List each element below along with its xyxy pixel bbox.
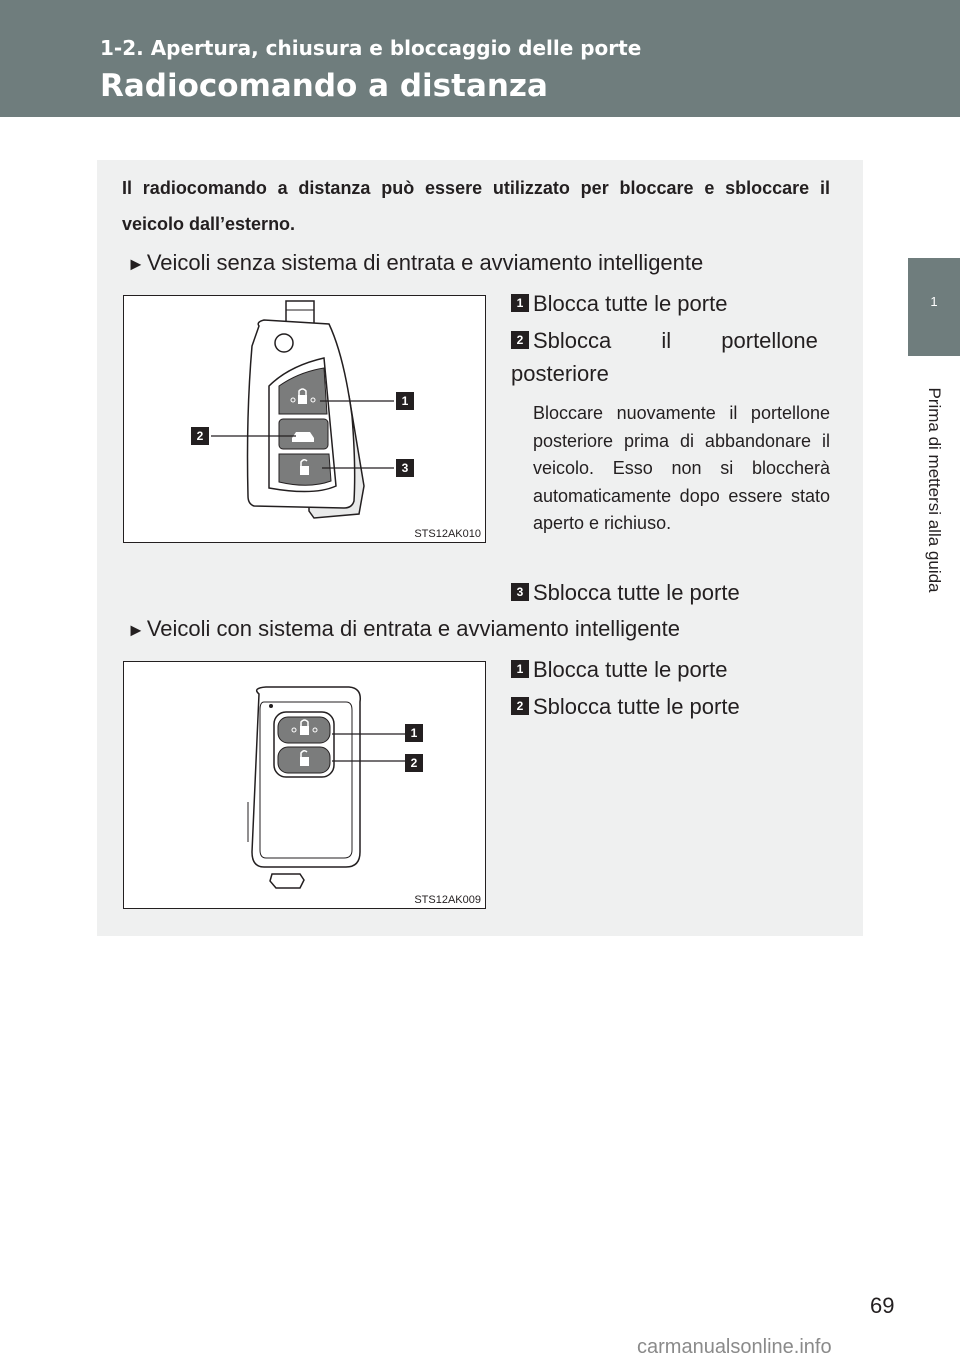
section2-heading bbox=[127, 616, 680, 642]
item-number: 2 bbox=[511, 331, 529, 349]
key-fob-figure-2 bbox=[123, 661, 486, 909]
list-item bbox=[511, 287, 831, 320]
callout-3: 3 bbox=[396, 459, 414, 477]
chapter-label: Prima di mettersi alla guida bbox=[925, 387, 944, 593]
chapter-tab[interactable] bbox=[908, 258, 960, 356]
item-text: Sblocca tutte le porte bbox=[533, 694, 740, 719]
item-number: 2 bbox=[511, 697, 529, 715]
item-number: 1 bbox=[511, 660, 529, 678]
page-number: 69 bbox=[870, 1293, 895, 1318]
section1-heading-text: Veicoli senza sistema di entrata e avviamento intelligente bbox=[146, 250, 704, 275]
smart-key-illustration bbox=[124, 662, 487, 910]
item-number: 3 bbox=[511, 583, 529, 601]
item-text: Sblocca tutte le porte bbox=[533, 580, 740, 605]
page-title: Radiocomando a distanza bbox=[100, 68, 548, 104]
figure-code: STS12AK009 bbox=[414, 894, 481, 906]
list-item bbox=[511, 324, 831, 390]
triangle-arrow-icon: ► bbox=[127, 620, 145, 640]
intro-text: Il radiocomando a distanza può essere utilizzato per bloccare e sbloccare il veicolo dall’esterno. bbox=[122, 178, 830, 234]
item-text: Blocca tutte le porte bbox=[533, 291, 728, 316]
item-number: 1 bbox=[511, 294, 529, 312]
section2-heading-text: Veicoli con sistema di entrata e avviamento intelligente bbox=[146, 616, 681, 641]
callout-1: 1 bbox=[396, 392, 414, 410]
callout-2: 2 bbox=[405, 754, 423, 772]
item-text: Sblocca il portellone posteriore bbox=[511, 328, 818, 386]
flip-key-illustration bbox=[124, 296, 487, 544]
key-fob-figure-1 bbox=[123, 295, 486, 543]
item-text: Blocca tutte le porte bbox=[533, 657, 728, 682]
callout-2: 2 bbox=[191, 427, 209, 445]
section1-heading bbox=[127, 250, 703, 276]
note-text: Bloccare nuovamente il portellone posteriore prima di abbandonare il veicolo. Esso non si bloccherà automaticamente dopo essere stato aperto e richiuso. bbox=[533, 403, 830, 533]
figure-code: STS12AK010 bbox=[414, 528, 481, 540]
triangle-arrow-icon: ► bbox=[127, 254, 145, 274]
section-title: 1-2. Apertura, chiusura e bloccaggio delle porte bbox=[100, 36, 642, 60]
list-item bbox=[511, 653, 831, 686]
chapter-number: 1 bbox=[930, 294, 938, 309]
watermark: carmanualsonline.info bbox=[637, 1336, 832, 1358]
list-item bbox=[511, 576, 831, 609]
callout-1: 1 bbox=[405, 724, 423, 742]
list-item bbox=[511, 690, 831, 723]
page-header bbox=[0, 0, 960, 117]
